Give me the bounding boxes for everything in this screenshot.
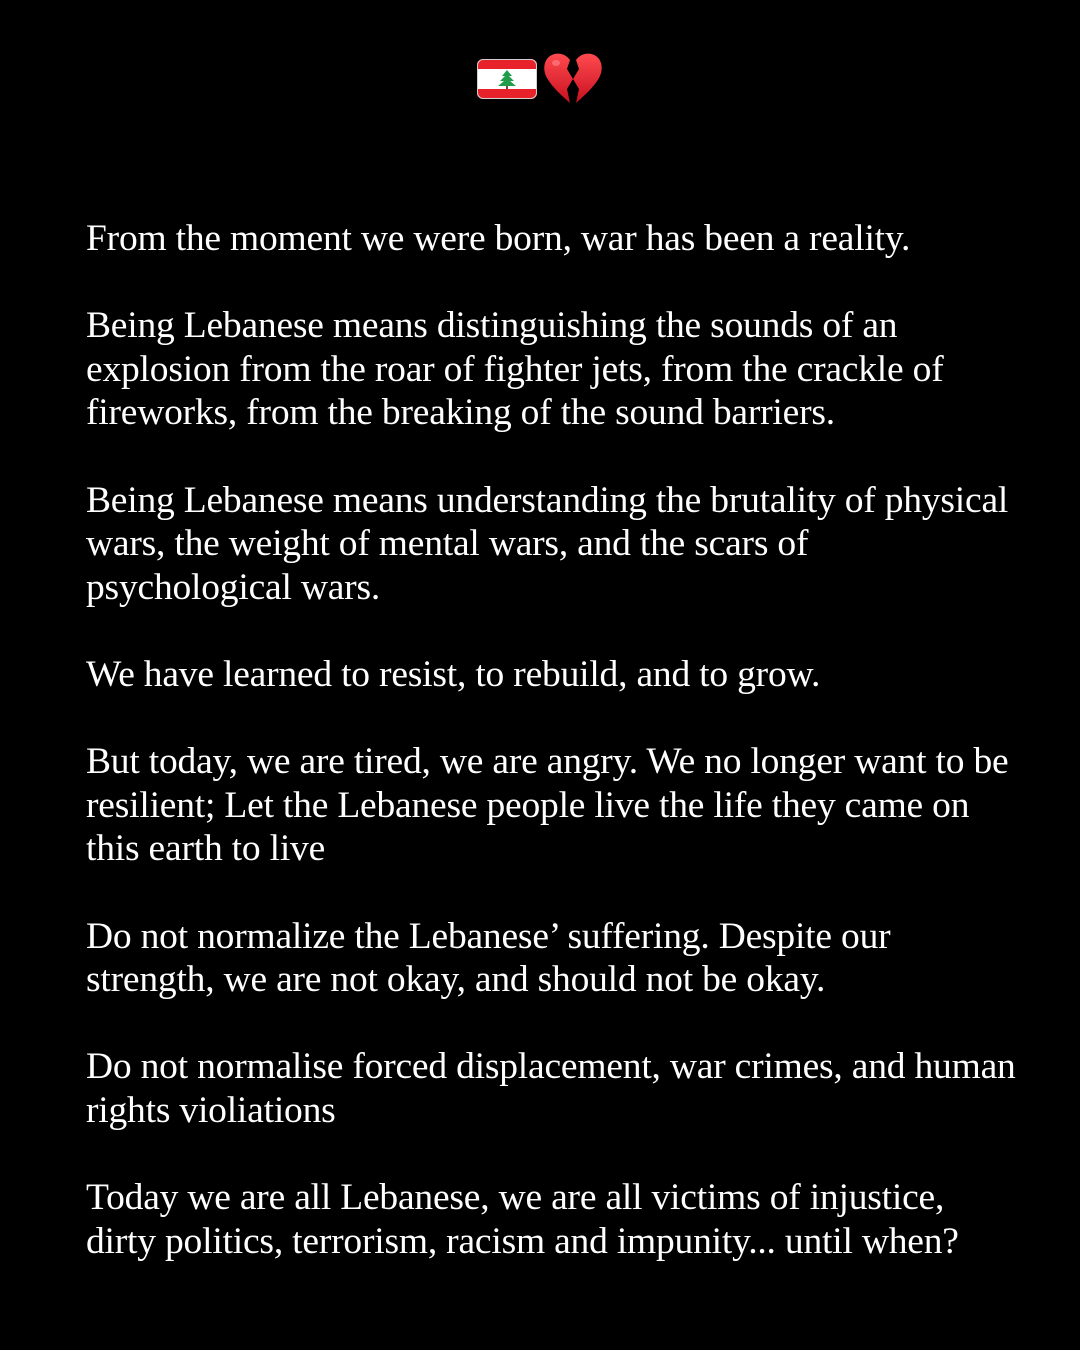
broken-heart-icon [543,51,603,107]
emoji-header [0,50,1080,108]
paragraph: But today, we are tired, we are angry. We no longer want to be resilient; Let the Lebanese people live the life they came on this earth to live [86,741,1009,870]
paragraph: Being Lebanese means understanding the brutality of physical wars, the weight of mental wars, and the scars of psychological wars. [86,479,1009,608]
paragraph: Do not normalise forced displacement, war crimes, and human rights violiations [86,1046,1016,1131]
paragraph: Today we are all Lebanese, we are all victims of injustice, dirty politics, terrorism, racism and impunity... until when? [86,1177,959,1262]
paragraph: Being Lebanese means distinguishing the sounds of an explosion from the roar of fighter jets, from the crackle of fireworks, from the breaking of the sound barriers. [86,305,944,434]
paragraph: We have learned to resist, to rebuild, and to grow. [86,653,821,695]
lebanon-flag-icon [477,59,537,99]
post-body [86,217,1016,1263]
paragraph: From the moment we were born, war has been a reality. [86,218,911,259]
paragraph: Do not normalize the Lebanese’ suffering. Despite our strength, we are not okay, and should not be okay. [86,915,891,1001]
